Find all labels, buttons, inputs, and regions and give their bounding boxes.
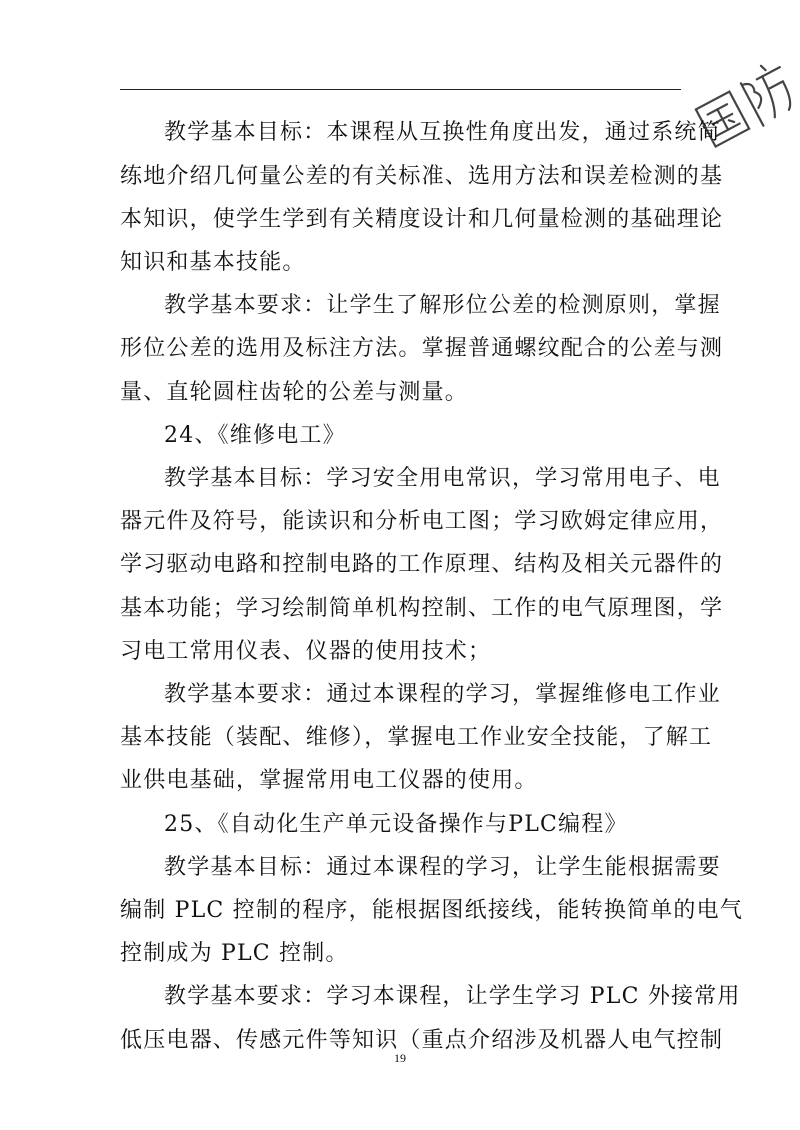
text-line: 教学基本目标：本课程从互换性角度出发，通过系统简 — [164, 120, 721, 145]
stamp-watermark — [680, 18, 800, 188]
text-line: 编制 PLC 控制的程序，能根据图纸接线，能转换简单的电气 — [120, 898, 744, 923]
section-heading: 25、《自动化生产单元设备操作与PLC编程》 — [164, 812, 628, 837]
text-line: 教学基本要求：学习本课程，让学生学习 PLC 外接常用 — [164, 984, 741, 1009]
text-line: 教学基本要求：让学生了解形位公差的检测原则，掌握 — [164, 293, 721, 318]
text-line: 知识和基本技能。 — [120, 250, 306, 275]
text-line: 学习驱动电路和控制电路的工作原理、结构及相关元器件的 — [120, 552, 724, 577]
section-heading: 24、《维修电工》 — [164, 423, 346, 448]
text-line: 教学基本要求：通过本课程的学习，掌握维修电工作业 — [164, 682, 721, 707]
header-rule — [120, 89, 681, 90]
text-line: 量、直轮圆柱齿轮的公差与测量。 — [120, 380, 469, 405]
text-line: 本知识，使学生学到有关精度设计和几何量检测的基础理论 — [120, 207, 724, 232]
text-line: 控制成为 PLC 控制。 — [120, 941, 349, 966]
text-line: 低压电器、传感元件等知识（重点介绍涉及机器人电气控制 — [120, 1028, 724, 1053]
text-line: 练地介绍几何量公差的有关标准、选用方法和误差检测的基 — [120, 164, 724, 189]
text-line: 形位公差的选用及标注方法。掌握普通螺纹配合的公差与测 — [120, 336, 724, 361]
text-line: 基本技能（装配、维修），掌握电工作业安全技能，了解工 — [120, 725, 713, 750]
text-line: 基本功能；学习绘制简单机构控制、工作的电气原理图，学 — [120, 596, 724, 621]
text-line: 业供电基础，掌握常用电工仪器的使用。 — [120, 768, 538, 793]
text-line: 器元件及符号，能读识和分析电工图；学习欧姆定律应用， — [120, 509, 724, 534]
text-line: 教学基本目标：学习安全用电常识，学习常用电子、电 — [164, 466, 721, 491]
text-line: 教学基本目标：通过本课程的学习，让学生能根据需要 — [164, 855, 721, 880]
page-number: 19 — [394, 1051, 406, 1065]
text-line: 习电工常用仪表、仪器的使用技术； — [120, 639, 492, 664]
